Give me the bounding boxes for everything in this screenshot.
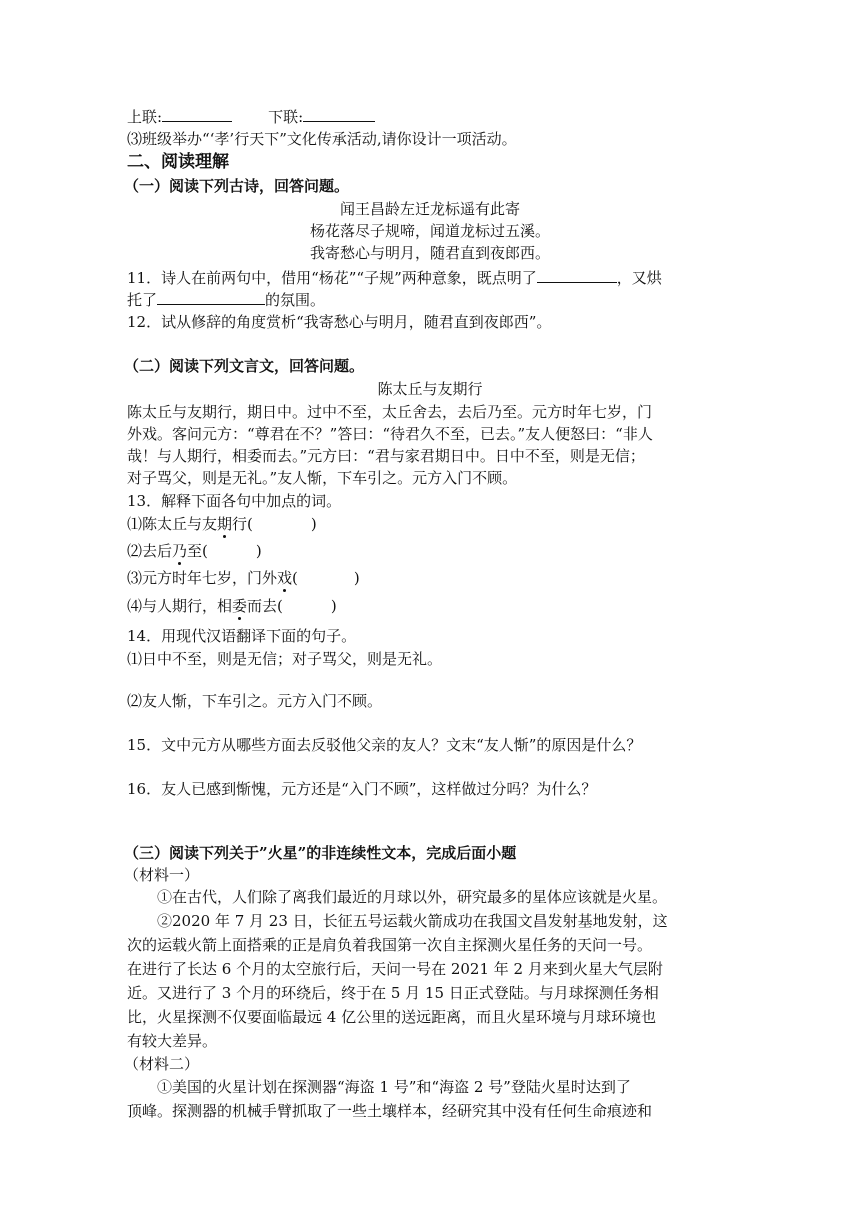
material-1-para-2-line-1: ②2020 年 7 月 23 日，长征五号运载火箭成功在我国文昌发射基地发射，这 [157,912,668,930]
part3-heading: （三）阅读下列关于”火星”的非连续性文本，完成后面小题 [124,844,517,862]
classical-text-line-1: 陈太丘与友期行，期日中。过中不至，太丘舍去，去后乃至。元方时年七岁，门 [127,403,653,421]
question-11-text-cont: ，又烘 [616,269,662,287]
q13-1-dotted-word: 期 [217,515,233,533]
lower-couplet-label: 下联: [268,108,304,126]
question-11-line-1 [127,267,662,289]
material-2-label: （材料二） [124,1055,200,1073]
upper-couplet-label: 上联: [127,108,163,126]
q13-2-close: ) [255,542,262,560]
material-1-para-2-line-4: 近。又进行了 3 个月的环绕后，终于在 5 月 15 日正式登陆。与月球探测任务相 [127,984,659,1002]
question-11-blank-2[interactable] [157,290,265,305]
material-2-para-1-line-1: ①美国的火星计划在探测器“海盗 1 号”和“海盗 2 号”登陆火星时达到了 [157,1078,631,1096]
question-11-text: 11．诗人在前两句中，借用“杨花”“子规”两种意象，既点明了 [127,269,537,287]
material-2-para-1-line-2: 顶峰。探测器的机械手臂抓取了一些土壤样本，经研究其中没有任何生命痕迹和 [127,1102,653,1120]
material-1-para-2-line-2: 次的运载火箭上面搭乘的正是肩负着我国第一次自主探测火星任务的天问一号。 [127,936,653,954]
classical-text-line-4: 对子骂父，则是无礼。”友人惭，下车引之。元方入门不顾。 [127,469,518,487]
q13-2-dotted-word: 乃 [172,542,188,560]
question-11-text-3: 的氛围。 [265,291,326,309]
activity-question: ⑶班级举办“‘孝’行天下”文化传承活动,请你设计一项活动。 [127,130,517,148]
q13-3-dotted-word: 戏 [277,569,293,587]
section-heading-reading: 二、阅读理解 [127,152,229,172]
material-1-para-1: ①在古代，人们除了离我们最近的月球以外，研究最多的星体应该就是火星。 [157,888,668,906]
couplet-answer-line [127,106,375,128]
material-1-para-2-line-3: 在进行了长达 6 个月的太空旅行后，天问一号在 2021 年 2 月来到火星大气层附 [127,960,663,978]
poem-title: 闻王昌龄左迁龙标遥有此寄 [339,200,520,218]
question-11-blank-1[interactable] [537,268,617,283]
question-13: 13．解释下面各句中加点的词。 [127,492,342,510]
question-14-item-1: ⑴日中不至，则是无信；对子骂父，则是无礼。 [127,650,443,668]
poem-line-2: 我寄愁心与明月，随君直到夜郎西。 [309,244,550,262]
part2-heading: （二）阅读下列文言文，回答问题。 [124,357,365,375]
q13-1-close: ) [310,515,317,533]
question-13-item-3 [127,567,360,589]
question-13-item-2 [127,540,262,562]
q13-4-dotted-word: 委 [232,597,248,615]
material-1-para-2-line-5: 比，火星探测不仅要面临最远 4 亿公里的送远距离，而且火星环境与月球环境也 [127,1008,657,1026]
q13-2-text: ⑵去后 [127,542,173,560]
lower-couplet-blank[interactable] [303,107,375,122]
q13-1-text: ⑴陈太丘与友 [127,515,218,533]
poem-line-1: 杨花落尽子规啼，闻道龙标过五溪。 [309,222,550,240]
q13-4-text: ⑷与人期行，相 [127,597,233,615]
question-12: 12．试从修辞的角度赏析“我寄愁心与明月，随君直到夜郎西”。 [127,313,552,331]
question-11-line-2 [127,289,325,311]
question-13-item-4 [127,595,337,617]
part1-heading: （一）阅读下列古诗，回答问题。 [124,177,350,195]
classical-text-title: 陈太丘与友期行 [377,380,483,398]
q13-3-close: ) [353,569,360,587]
classical-text-line-2: 外戏。客问元方：“尊君在不？”答曰：“待君久不至，已去。”友人便怒曰：“非人 [127,425,653,443]
question-14: 14．用现代汉语翻译下面的句子。 [127,627,357,645]
q13-4-paren: 而去( [247,597,283,615]
question-11-text-2: 托了 [127,291,158,309]
q13-1-paren: 行( [232,515,253,533]
question-13-item-1 [127,513,317,535]
material-1-label: （材料一） [124,866,200,884]
q13-2-paren: 至( [187,542,208,560]
q13-3-paren: ( [292,569,298,587]
material-1-para-2-line-6: 有较大差异。 [127,1032,218,1050]
classical-text-line-3: 哉！与人期行，相委而去。”元方曰：“君与家君期日中。日中不至，则是无信； [127,447,645,465]
question-16: 16．友人已感到惭愧，元方还是“入门不顾”，这样做过分吗？为什么？ [127,780,597,798]
question-15: 15．文中元方从哪些方面去反驳他父亲的友人？文末“友人惭”的原因是什么？ [127,736,642,754]
upper-couplet-blank[interactable] [162,107,232,122]
q13-4-close: ) [330,597,337,615]
q13-3-text: ⑶元方时年七岁，门外 [127,569,278,587]
question-14-item-2: ⑵友人惭，下车引之。元方入门不顾。 [127,692,383,710]
